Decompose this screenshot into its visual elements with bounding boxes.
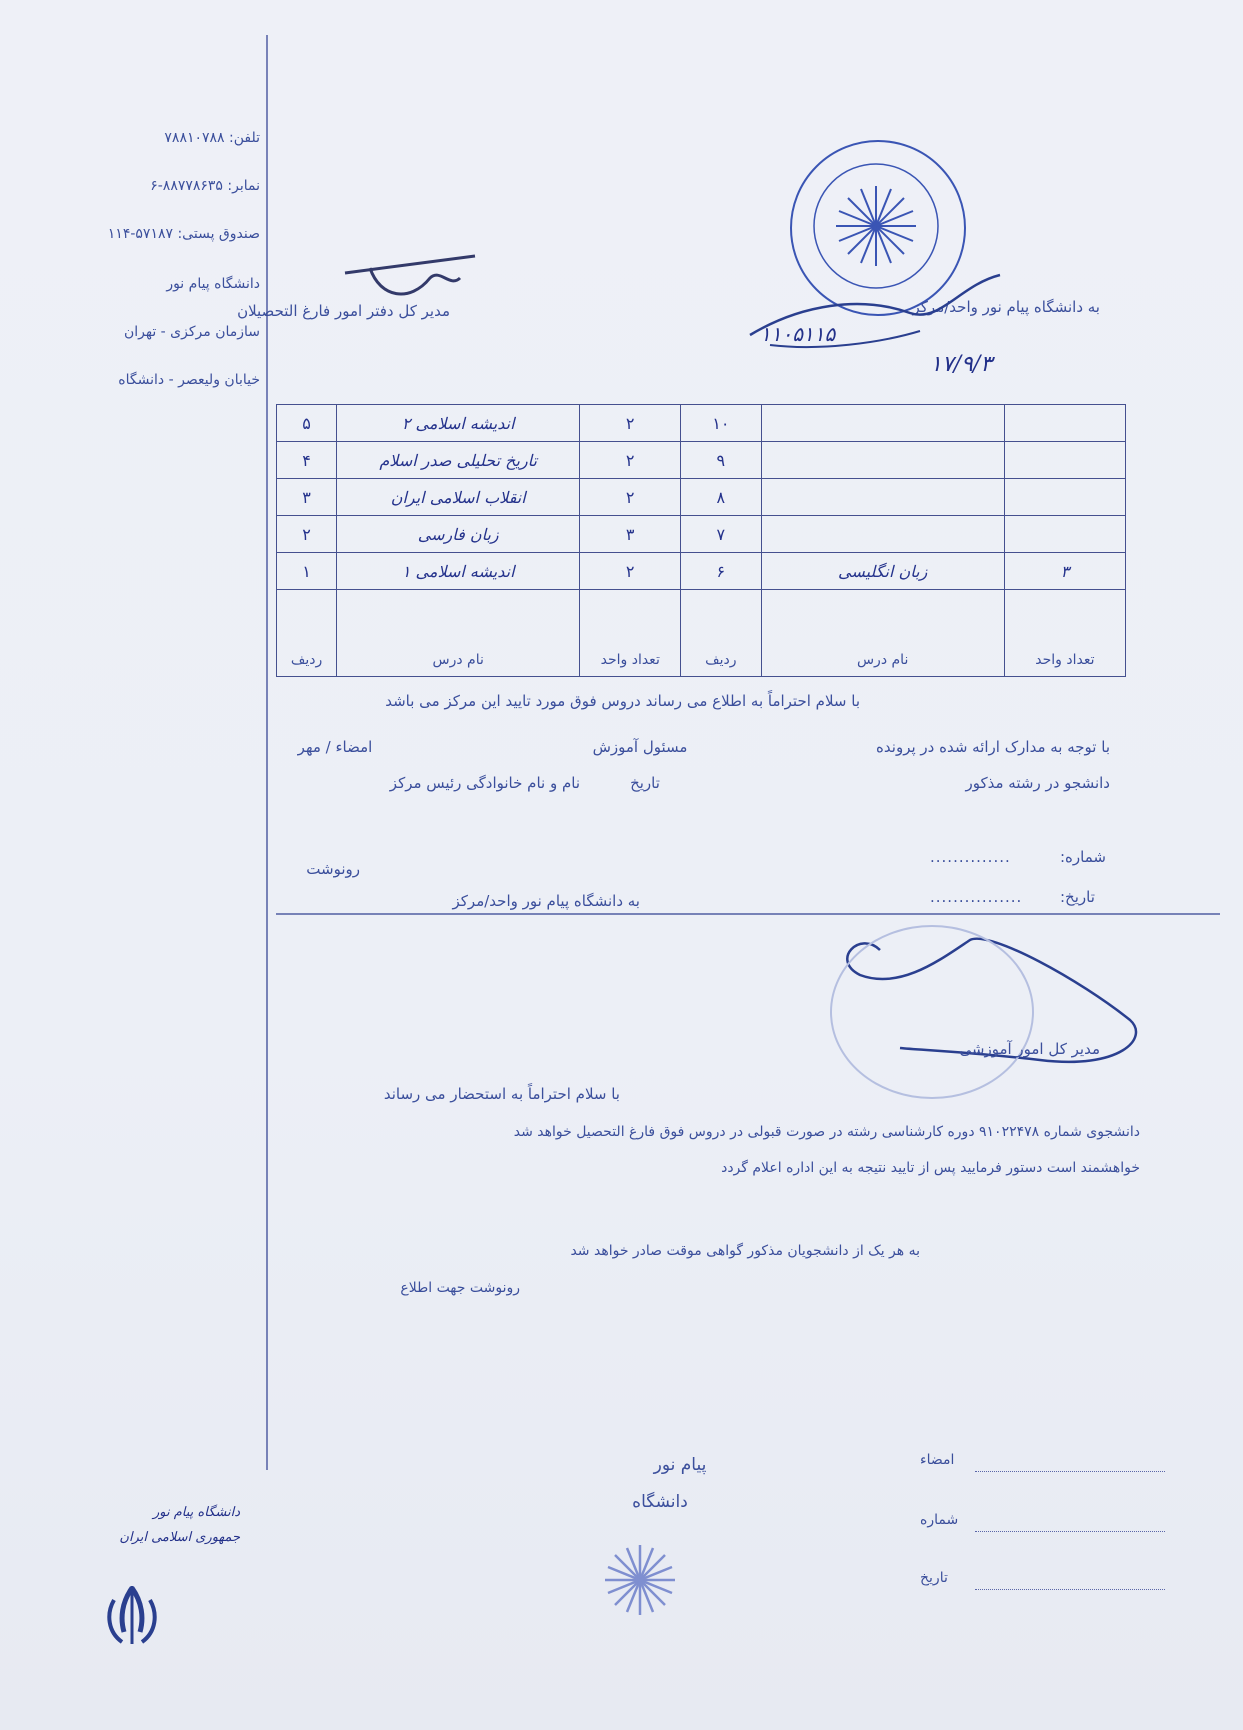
table-cell-units: ۳ [1004, 553, 1125, 590]
sidebar-line-fax: نمابر: ۸۸۷۷۸۶۳۵-۶ [150, 178, 260, 194]
date-line [975, 1588, 1165, 1590]
handwritten-ref-number: ۱۱۰۵۱۱۵ [760, 322, 836, 346]
faded-stamp [830, 925, 1034, 1099]
table-cell-num: ۶ [681, 553, 761, 590]
student-paragraph: دانشجوی شماره ۹۱۰۲۲۴۷۸ دوره کارشناسی رشته در صورت قبولی در دروس فوق فارغ التحصیل خواهد شد [513, 1124, 1140, 1140]
table-cell-course [761, 405, 1004, 442]
footer-center-line1: پیام نور [653, 1455, 707, 1475]
bottom-org-line: به دانشگاه پیام نور واحد/مرکز [452, 892, 640, 910]
copy-info-paragraph: رونوشت جهت اطلاع [400, 1280, 520, 1296]
signature-stamp-label: امضاء / مهر [297, 738, 373, 756]
table-cell-course [761, 516, 1004, 553]
sidebar-line-university: دانشگاه پیام نور [166, 276, 260, 292]
manager-label: مدیر کل امور آموزشی [959, 1040, 1100, 1058]
table-cell-num: ۱ [277, 553, 337, 590]
sidebar-footer-line2: جمهوری اسلامی ایران [119, 1530, 240, 1545]
footer-sign-label: امضاء [920, 1452, 955, 1468]
table-header-cell: نام درس [761, 590, 1004, 677]
table-cell-num: ۳ [277, 479, 337, 516]
table-cell-num: ۹ [681, 442, 761, 479]
table-cell-course: زبان فارسی [337, 516, 580, 553]
org-header-line: به دانشگاه پیام نور واحد/مرکز [912, 298, 1100, 316]
footer-number-label: شماره [920, 1512, 959, 1528]
sidebar-line-phone: تلفن: ۷۸۸۱۰۷۸۸ [164, 130, 260, 146]
sunburst-footer-logo-icon [590, 1535, 690, 1615]
table-header-cell: ردیف [277, 590, 337, 677]
copy-to-label: رونوشت [306, 860, 360, 878]
courses-table [276, 404, 1126, 677]
footer-date-label: تاریخ [920, 1570, 948, 1586]
table-cell-units [1004, 516, 1125, 553]
number-label: شماره: [1060, 848, 1106, 866]
center-head-name-label: نام و نام خانوادگی رئیس مرکز [389, 774, 580, 792]
footer-center-line2: دانشگاه [632, 1492, 688, 1512]
table-cell-course: اندیشه اسلامی ۱ [337, 553, 580, 590]
table-cell-units: ۲ [580, 479, 681, 516]
left-signature-label: مدیر کل دفتر امور فارغ التحصیلان [237, 302, 450, 320]
table-header-cell: تعداد واحد [580, 590, 681, 677]
student-field-label: دانشجو در رشته مذکور [965, 774, 1110, 792]
table-header-cell: ردیف [681, 590, 761, 677]
date-dots: ................ [930, 888, 1023, 906]
table-header-cell: تعداد واحد [1004, 590, 1125, 677]
table-cell-course [761, 442, 1004, 479]
table-cell-units: ۳ [580, 516, 681, 553]
handwritten-signature-left [340, 248, 480, 308]
table-cell-course: انقلاب اسلامی ایران [337, 479, 580, 516]
table-header-row [277, 590, 1126, 677]
table-cell-units [1004, 479, 1125, 516]
salutation-paragraph: با سلام احتراماً به استحضار می رساند [383, 1085, 620, 1103]
date-label: تاریخ: [1060, 888, 1095, 906]
handwritten-date: ۱۷/۹/۳ [930, 352, 993, 377]
sidebar-line-central: سازمان مرکزی - تهران [123, 324, 260, 340]
documents-note-label: با توجه به مدارک ارائه شده در پرونده [876, 738, 1110, 756]
table-cell-course: اندیشه اسلامی ۲ [337, 405, 580, 442]
table-cell-num: ۸ [681, 479, 761, 516]
table-row [277, 479, 1126, 516]
table-cell-units [1004, 405, 1125, 442]
education-officer-label: مسئول آموزش [592, 738, 688, 756]
table-header-cell: نام درس [337, 590, 580, 677]
sidebar-divider [266, 35, 268, 1470]
number-dots: .............. [930, 848, 1011, 866]
table-cell-num: ۱۰ [681, 405, 761, 442]
table-cell-units: ۲ [580, 405, 681, 442]
table-row [277, 516, 1126, 553]
table-cell-num: ۴ [277, 442, 337, 479]
row-date-label: تاریخ [630, 774, 660, 792]
sign-line [975, 1470, 1165, 1472]
confirmation-paragraph: با سلام احتراماً به اطلاع می رساند دروس فوق مورد تایید این مرکز می باشد [385, 692, 860, 710]
iran-emblem-icon [102, 1582, 162, 1650]
number-line [975, 1530, 1165, 1532]
table-row [277, 553, 1126, 590]
table-cell-course: زبان انگلیسی [761, 553, 1004, 590]
table-cell-course: تاریخ تحلیلی صدر اسلام [337, 442, 580, 479]
table-cell-num: ۷ [681, 516, 761, 553]
table-row [277, 442, 1126, 479]
sidebar-footer-line1: دانشگاه پیام نور [153, 1505, 240, 1520]
request-paragraph: خواهشمند است دستور فرمایید پس از تایید نتیجه به این اداره اعلام گردد [721, 1160, 1140, 1176]
table-cell-num: ۵ [277, 405, 337, 442]
sidebar-line-address: خیابان ولیعصر - دانشگاه [118, 372, 260, 388]
table-cell-num: ۲ [277, 516, 337, 553]
section-divider [276, 913, 1220, 915]
certificate-paragraph: به هر یک از دانشجویان مذکور گواهی موقت صادر خواهد شد [570, 1243, 920, 1259]
table-cell-course [761, 479, 1004, 516]
table-row [277, 405, 1126, 442]
table-cell-units [1004, 442, 1125, 479]
sidebar-line-pobox: صندوق پستی: ۵۷۱۸۷-۱۱۴ [107, 226, 260, 242]
table-cell-units: ۲ [580, 442, 681, 479]
handwritten-signature-top [740, 265, 1020, 360]
table-cell-units: ۲ [580, 553, 681, 590]
